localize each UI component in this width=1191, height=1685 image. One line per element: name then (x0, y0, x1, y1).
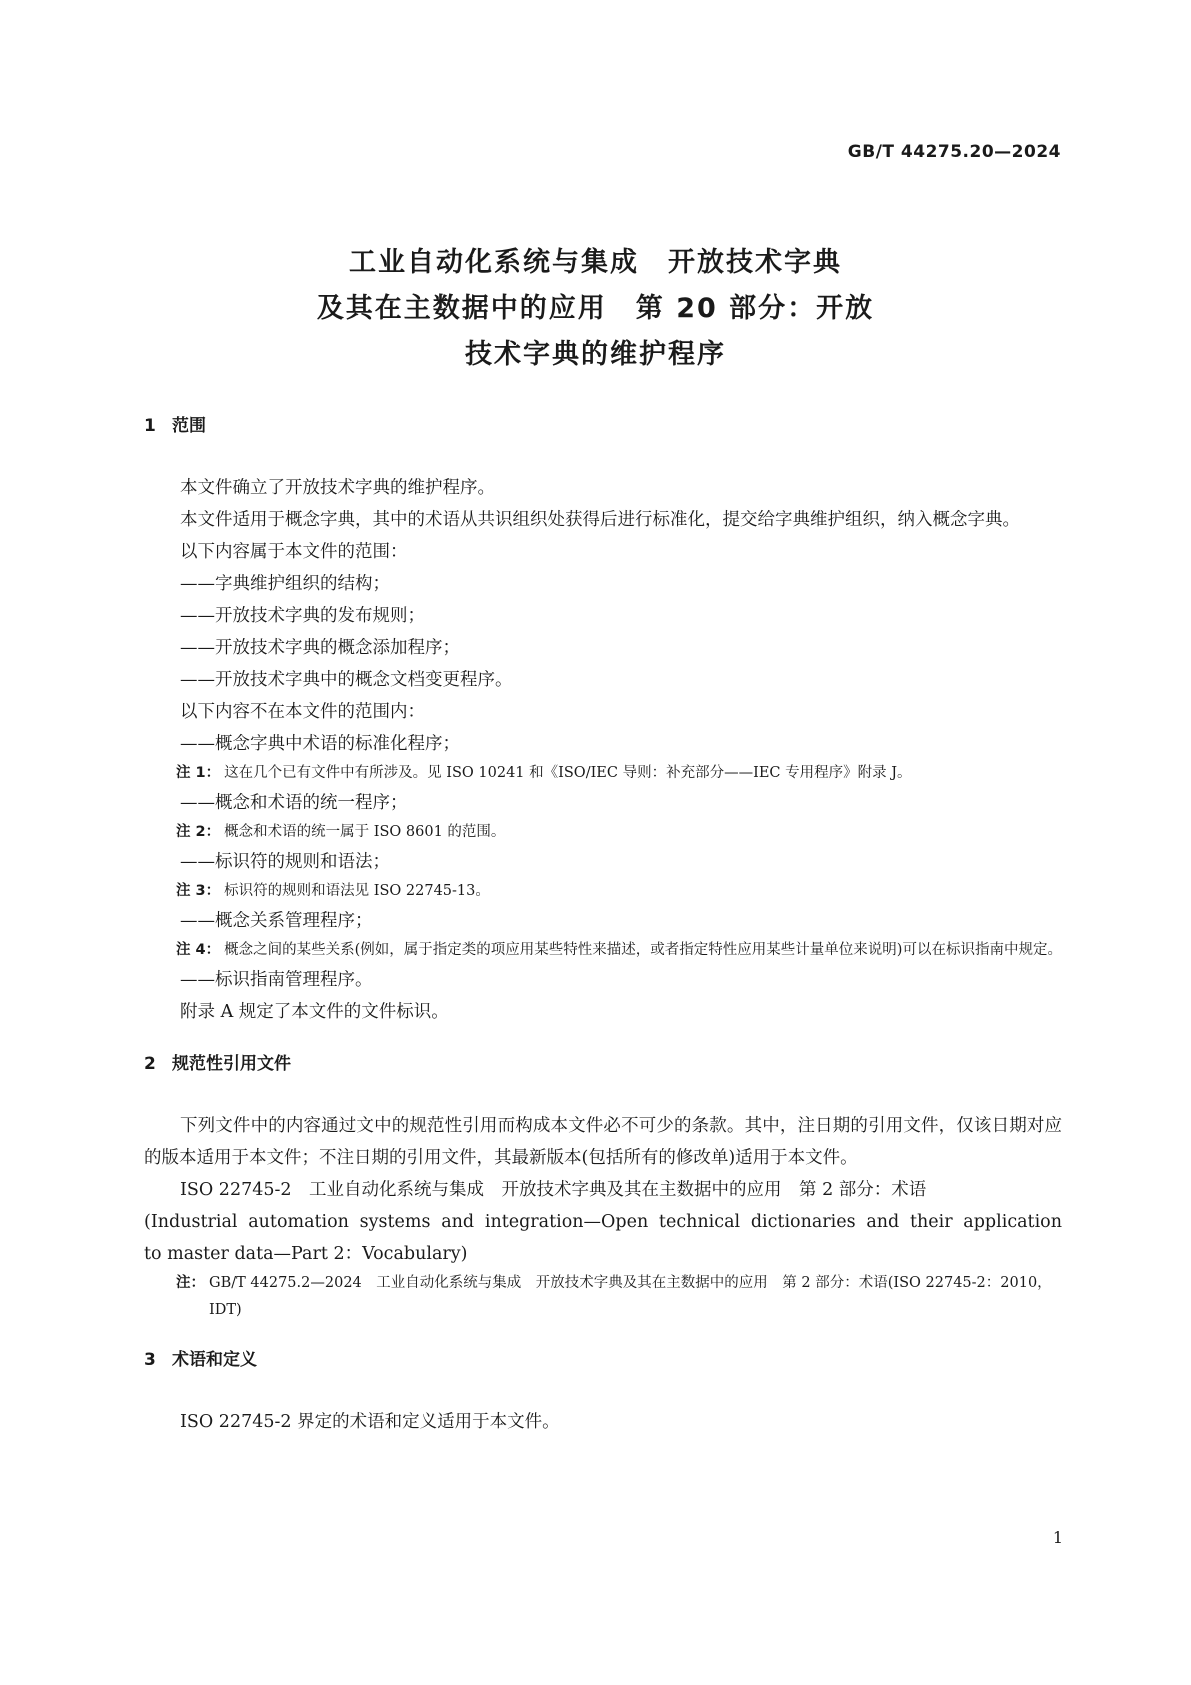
note (144, 819, 1062, 846)
list-item: ——开放技术字典的发布规则； (180, 606, 425, 626)
document-title (0, 240, 1191, 378)
reference-entry: ISO 22745-2 工业自动化系统与集成 开放技术字典及其在主数据中的应用 第 2 部分：术语 (180, 1180, 927, 1200)
list-item: ——概念关系管理程序； (180, 911, 373, 931)
note-label: 注 4： (176, 942, 221, 958)
note-text: 概念之间的某些关系(例如，属于指定类的项应用某些特性来描述，或者指定特性应用某些计量单位来说明)可以在标识指南中规定。 (224, 942, 1062, 958)
title-line: 技术字典的维护程序 (465, 339, 726, 370)
section-title: 术语和定义 (172, 1350, 257, 1370)
section-number: 3 (144, 1350, 156, 1370)
note (144, 760, 1062, 787)
out-scope-intro: 以下内容不在本文件的范围内： (180, 702, 425, 722)
paragraph: ISO 22745-2 界定的术语和定义适用于本文件。 (180, 1412, 560, 1432)
note-text: 标识符的规则和语法见 ISO 22745-13。 (224, 883, 490, 899)
in-scope-intro: 以下内容属于本文件的范围： (180, 542, 408, 562)
note (144, 1270, 1062, 1324)
note-label: 注 1： (176, 765, 221, 781)
section-number: 1 (144, 416, 156, 436)
section-number: 2 (144, 1054, 156, 1074)
section-heading-terms (144, 1344, 1062, 1376)
list-item: ——标识符的规则和语法； (180, 852, 390, 872)
note (144, 937, 1062, 964)
note-text: GB/T 44275.2—2024 工业自动化系统与集成 开放技术字典及其在主数据中的应用 第 2 部分：术语(ISO 22745-2：2010，IDT) (209, 1275, 1052, 1318)
note-label: 注 2： (176, 824, 221, 840)
list-item: ——开放技术字典的概念添加程序； (180, 638, 460, 658)
title-line: 及其在主数据中的应用 第 20 部分：开放 (316, 293, 875, 324)
section-heading-normative-references (144, 1048, 1062, 1080)
document-body (144, 410, 1062, 1438)
note-text: 概念和术语的统一属于 ISO 8601 的范围。 (224, 824, 506, 840)
reference-entry-english: (Industrial automation systems and integration—Open technical dictionaries and their application (144, 1212, 1062, 1232)
paragraph: 下列文件中的内容通过文中的规范性引用而构成本文件必不可少的条款。其中，注日期的引用文件，仅该日期对应的版本适用于本文件；不注日期的引用文件，其最新版本(包括所有的修改单)适用于本文件。 (144, 1116, 1062, 1168)
section-title: 规范性引用文件 (172, 1054, 291, 1074)
paragraph: 本文件确立了开放技术字典的维护程序。 (180, 478, 495, 498)
list-item: ——概念字典中术语的标准化程序； (180, 734, 460, 754)
note-label: 注： (176, 1275, 205, 1291)
title-line: 工业自动化系统与集成 开放技术字典 (349, 247, 842, 278)
list-item: ——概念和术语的统一程序； (180, 793, 408, 813)
section-title: 范围 (172, 416, 206, 436)
list-item: ——开放技术字典中的概念文档变更程序。 (180, 670, 513, 690)
paragraph: 本文件适用于概念字典，其中的术语从共识组织处获得后进行标准化，提交给字典维护组织，纳入概念字典。 (180, 510, 1020, 530)
reference-entry-english: to master data—Part 2：Vocabulary) (144, 1244, 468, 1264)
list-item: ——标识指南管理程序。 (180, 970, 373, 990)
section-heading-scope (144, 410, 1062, 442)
page-number: 1 (1052, 1528, 1063, 1547)
paragraph: 附录 A 规定了本文件的文件标识。 (180, 1002, 449, 1022)
list-item: ——字典维护组织的结构； (180, 574, 390, 594)
standard-id: GB/T 44275.20—2024 (847, 142, 1061, 162)
note-label: 注 3： (176, 883, 221, 899)
note-text: 这在几个已有文件中有所涉及。见 ISO 10241 和《ISO/IEC 导则：补充部分——IEC 专用程序》附录 J。 (224, 765, 912, 781)
note (144, 878, 1062, 905)
